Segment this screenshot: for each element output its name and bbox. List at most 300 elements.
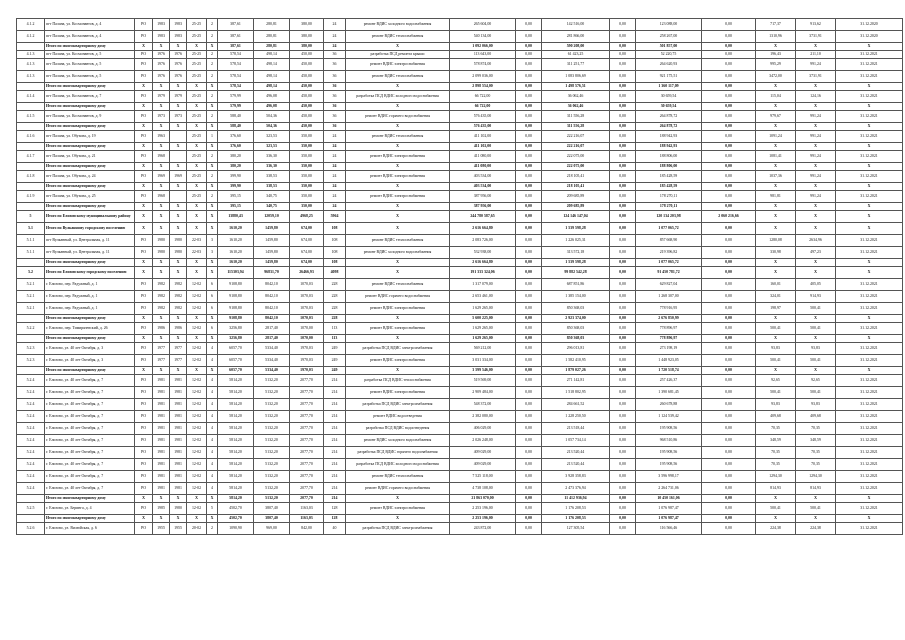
table-cell: 8042,10 [254,279,290,291]
table-cell: 2 653 461,00 [450,291,516,303]
table-cell: 108 [324,235,346,247]
table-cell: 5334,40 [254,367,290,375]
table-cell: 1610,20 [218,247,254,259]
table-cell: X [207,183,218,191]
table-cell: РО [135,131,153,143]
table-cell: 2 [207,111,218,123]
table-cell: 4.1.8 [17,171,45,183]
table-cell: 3731,91 [796,71,836,83]
table-cell: 196,43 [756,51,796,59]
table-cell: 24 [324,19,346,31]
table-cell: X [836,267,903,279]
table-cell: пгт Палана, ул. Космонавтов, д. 5 [45,51,135,59]
table-cell: 0,00 [516,71,542,83]
table-cell: 115303,94 [218,267,254,279]
table-cell: 0,00 [702,91,756,103]
table-cell: 387 956,00 [450,203,516,211]
table-cell: 1 228 250,50 [542,411,610,423]
table-cell: 387,61 [218,31,254,43]
table-cell: X [207,83,218,91]
table-cell: 1 518 802,95 [542,387,610,399]
table-cell: Итого по многоквартирному дому [45,143,135,151]
table-cell: 25-25 [187,59,207,71]
table-cell: РО [135,191,153,203]
table-cell: 403 534,00 [450,171,516,183]
table-cell: 2817,40 [254,323,290,335]
table-cell: РО [135,471,153,483]
table-cell: 25-25 [187,191,207,203]
table-cell: 350,00 [290,151,324,163]
table-cell: X [135,259,153,267]
table-cell: РО [135,411,153,423]
table-cell: 0,00 [702,303,756,315]
table-cell: 5964 [324,211,346,223]
table-cell: 0,00 [516,43,542,51]
table-cell: 409,68 [756,411,796,423]
table-cell: X [796,367,836,375]
table-cell: 6 [207,291,218,303]
table-cell: 12059,10 [254,211,290,223]
table-cell: 411 102,00 [450,131,516,143]
table-cell: ремонт ВДИС теплоснабжения [346,31,450,43]
table-cell: 31.12.2021 [836,343,903,355]
table-cell: 0,00 [516,267,542,279]
table-cell: 5.2.5 [17,503,45,515]
table-cell: 9108,80 [218,315,254,323]
table-cell: 0,00 [516,103,542,111]
table-cell: X [135,43,153,51]
table-cell: 5814,20 [218,423,254,435]
table-cell: РО [135,291,153,303]
table-cell: 24 [324,171,346,183]
table-cell: 0,00 [516,447,542,459]
table-cell: 1 498 576,51 [542,83,610,91]
total-row [17,211,903,223]
table-cell: 0,00 [702,343,756,355]
table-cell: 5814,20 [218,399,254,411]
table-cell [170,151,187,163]
table-cell: РО [135,51,153,59]
table-cell: ремонт ВДИС холодного водоснабжения [346,19,450,31]
table-cell: 12-02 [187,343,207,355]
table-cell: X [836,211,903,223]
table-cell: X [207,267,218,279]
table-cell: РО [135,423,153,435]
table-cell: 258 267,00 [636,31,702,43]
table-cell: 31.12.2021 [836,131,903,143]
table-cell: 4.1.3 [17,51,45,59]
table-cell: 0,00 [516,523,542,535]
table-cell: 4.1.4 [17,91,45,103]
table-cell: 185 428,59 [636,171,702,183]
table-cell: г. Елизово, ул. 40 лет Октября, д. 7 [45,399,135,411]
table-cell: г. Елизово, ул. 40 лет Октября, д. 7 [45,459,135,471]
table-cell: пгт Палана, ул. Обухова, д. 21 [45,151,135,163]
table-cell: 0,00 [610,211,636,223]
table-cell: 921 175,51 [636,71,702,83]
table-cell: 336,30 [254,163,290,171]
table-cell: 1981 [170,423,187,435]
table-cell: 0,00 [702,247,756,259]
table-cell: 0,00 [702,151,756,163]
total-row [17,43,903,51]
table-row [17,51,903,59]
table-cell: РО [135,459,153,471]
table-row [17,387,903,399]
table-cell: X [346,259,450,267]
table-cell: 1163,03 [290,503,324,515]
table-cell: 0,00 [516,303,542,315]
table-cell: 0,00 [702,435,756,447]
table-cell: 0,00 [516,459,542,471]
table-cell: 1459,80 [254,247,290,259]
table-cell: 36 062,46 [542,103,610,111]
table-cell: 991,24 [796,171,836,183]
table-cell: 264 878,72 [636,111,702,123]
table-cell: Итого по многоквартирному дому [45,123,135,131]
table-cell: 0,00 [516,111,542,123]
table-cell: 0,00 [610,503,636,515]
total-row [17,123,903,131]
table-cell: 1 448 923,05 [636,355,702,367]
table-cell: 1091,24 [756,131,796,143]
table-cell: 222 216,07 [542,131,610,143]
table-cell: 1 268 307,00 [636,291,702,303]
table-cell: Итого по Вулканному городскому поселению [45,223,135,235]
table-cell: 0,00 [516,259,542,267]
table-cell: РО [135,151,153,163]
table-cell: 257 426,37 [636,375,702,387]
table-cell: 1973 [153,111,170,123]
table-cell: 399,90 [218,171,254,183]
table-cell: 11 412 936,94 [542,495,610,503]
table-cell: 0,00 [610,203,636,211]
table-cell: 12-02 [187,399,207,411]
table-cell: 1976 [170,71,187,83]
table-cell: 5.2.4 [17,411,45,423]
table-cell: 213 518,44 [542,423,610,435]
table-row [17,435,903,447]
table-cell: 5.2.4 [17,375,45,387]
table-cell: X [135,367,153,375]
table-cell: разработка ПСД ВДИС электроснабжения [346,343,450,355]
table-cell: Итого по многоквартирному дому [45,315,135,323]
table-cell: 348,59 [756,435,796,447]
table-cell: 350,00 [290,203,324,211]
table-cell: 24 [324,203,346,211]
table-cell: 501 857,00 [636,43,702,51]
table-cell: 1963 [153,131,170,143]
table-cell: X [796,143,836,151]
table-cell: 36 [324,51,346,59]
table-cell: 4.1.9 [17,191,45,203]
table-cell: 578,54 [218,71,254,83]
table-cell: 981,81 [756,191,796,203]
table-cell: РО [135,387,153,399]
table-cell: 0,00 [516,211,542,223]
table-cell: X [153,211,170,223]
table-cell: 0,00 [516,335,542,343]
table-cell: ремонт ВДИС электроснабжения [346,323,450,335]
table-cell: 5.2.4 [17,423,45,435]
table-cell: 6057,70 [218,355,254,367]
table-cell: 674,00 [290,235,324,247]
table-cell: 1 092 066,00 [450,43,516,51]
table-cell: 24 [324,43,346,51]
table-cell: 2 [207,191,218,203]
table-cell: 7 525 118,00 [450,471,516,483]
table-cell: 1981 [170,387,187,399]
table-cell [17,203,45,211]
table-cell: 31.12.2021 [836,71,903,83]
table-cell: X [187,223,207,235]
table-cell: 313 572,18 [542,247,610,259]
table-cell: 0,00 [702,71,756,83]
table-cell: 1981 [153,387,170,399]
table-cell: 1 539 598,28 [542,259,610,267]
table-cell [170,191,187,203]
table-cell: X [170,83,187,91]
table-cell: 1 720 518,74 [636,367,702,375]
table-cell: 0,00 [702,423,756,435]
table-cell: 31.12.2021 [836,523,903,535]
table-cell: 2077,70 [290,459,324,471]
table-cell: 687 851,86 [542,279,610,291]
table-cell: X [756,203,796,211]
table-cell: 0,00 [702,203,756,211]
table-cell: X [836,367,903,375]
table-cell: Итого по многоквартирному дому [45,163,135,171]
table-cell: X [796,103,836,111]
table-cell: 450,00 [290,123,324,131]
table-cell: 1982 [170,303,187,315]
table-cell: 0,00 [702,259,756,267]
table-cell: X [135,203,153,211]
table-cell: X [153,223,170,235]
table-cell: 576 435,00 [450,111,516,123]
table-cell: пгт Палана, ул. Космонавтов, д. 4 [45,19,135,31]
table-cell: 0,00 [610,483,636,495]
table-cell: 0,00 [702,523,756,535]
table-cell: 12-02 [187,447,207,459]
table-cell: 4 [207,399,218,411]
table-cell: X [756,223,796,235]
table-cell: 128 [324,515,346,523]
table-cell [17,123,45,131]
table-cell: 222 075,00 [542,151,610,163]
table-cell: 12-02 [187,483,207,495]
table-cell: X [346,43,450,51]
table-cell: X [836,43,903,51]
table-cell: 0,00 [702,111,756,123]
table-cell: X [836,203,903,211]
total-row [17,259,903,267]
table-cell: 224,38 [796,523,836,535]
table-cell: 376,60 [218,131,254,143]
table-cell: 70,35 [756,423,796,435]
table-cell: 1980 [153,247,170,259]
table-cell: 0,00 [610,223,636,235]
table-cell: 1980 [153,235,170,247]
table-cell: РО [135,91,153,103]
table-cell: 380,20 [218,163,254,171]
table-cell: 3731,91 [796,31,836,43]
table-cell: 500,41 [756,387,796,399]
table-cell: 1 629 265,00 [450,303,516,315]
table-cell: 0,00 [610,279,636,291]
table-cell: 4 [207,483,218,495]
table-cell: 249 [324,343,346,355]
table-cell: 0,00 [702,495,756,503]
table-cell: 450,00 [290,71,324,83]
table-cell: 1081,41 [756,151,796,163]
table-cell: 25-25 [187,151,207,163]
table-cell: 36 [324,123,346,131]
table-row [17,323,903,335]
table-cell: г. Елизово, ул. 40 лет Октября, д. 3 [45,343,135,355]
table-cell: 31.12.2021 [836,387,903,399]
table-cell: ремонт ВДИС теплоснабжения [346,131,450,143]
table-cell: 0,00 [610,191,636,203]
table-cell: 31.12.2021 [836,191,903,203]
table-cell: 31.12.2021 [836,51,903,59]
table-cell: 2 264 731,06 [636,483,702,495]
table-cell: 5814,20 [218,435,254,447]
table-cell: 115,04 [756,91,796,103]
table-cell: X [756,123,796,131]
table-cell: X [756,315,796,323]
table-cell: 0,00 [610,515,636,523]
table-cell: 31.12.2021 [836,59,903,71]
table-cell: 244 780 587,65 [450,211,516,223]
table-cell: 8042,10 [254,315,290,323]
table-cell: X [756,43,796,51]
table-cell: 1280,08 [756,235,796,247]
table-cell: 405,05 [796,279,836,291]
table-cell: 228 [324,303,346,315]
table-cell: 1981 [153,447,170,459]
table-cell: 36 [324,83,346,91]
total-row [17,163,903,171]
table-cell: 9108,80 [218,291,254,303]
table-cell: X [207,43,218,51]
table-cell: 4.1.3 [17,59,45,71]
table-cell: 350,00 [290,163,324,171]
table-cell: X [796,123,836,131]
table-cell: 0,00 [610,343,636,355]
table-cell: X [796,495,836,503]
table-cell: 2 [207,31,218,43]
table-cell: 1968 [153,191,170,203]
table-cell: 0,00 [702,323,756,335]
table-cell: 0,00 [610,399,636,411]
table-cell: 93,83 [756,399,796,411]
table-cell: 0,00 [516,31,542,43]
table-cell: ремонт ВДИС холодного водоснабжения [346,435,450,447]
table-cell: X [187,267,207,279]
table-cell: 350,00 [290,183,324,191]
table-cell: 548 372,00 [450,399,516,411]
table-cell: X [135,335,153,343]
table-cell: 5814,20 [218,495,254,503]
table-cell: 0,00 [702,355,756,367]
table-cell: 1090,90 [218,523,254,535]
table-cell: 380,00 [290,19,324,31]
table-cell: 1977 [153,343,170,355]
table-cell: X [135,223,153,235]
table-cell: 504,36 [254,123,290,131]
table-cell: разработка ПСД ВДИС электроснабжения [346,399,450,411]
table-cell: РО [135,399,153,411]
table-cell: 0,00 [702,103,756,111]
table-cell: 498,14 [254,51,290,59]
table-cell: X [346,223,450,235]
table-cell: X [170,315,187,323]
table-cell: 214 [324,459,346,471]
table-cell: 1986 [153,323,170,335]
table-cell: 0,00 [516,483,542,495]
table-cell: 1981 [153,411,170,423]
table-cell: 0,00 [610,435,636,447]
table-cell: 0,00 [610,259,636,267]
table-cell: 31.12.2021 [836,303,903,315]
table-cell: 778 916,95 [636,303,702,315]
table-cell: 0,00 [610,315,636,323]
table-cell: 5.2.1 [17,303,45,315]
table-cell: X [836,223,903,235]
table-cell: 31.12.2021 [836,111,903,123]
table-cell: 2077,70 [290,471,324,483]
table-cell: 323,53 [254,143,290,151]
table-cell: 25-25 [187,91,207,103]
table-cell: 6 [207,323,218,335]
table-cell: 0,00 [702,83,756,91]
table-cell: г. Елизово, пер. Радужный, д. 1 [45,291,135,303]
table-cell: 0,00 [610,131,636,143]
table-cell: 92,65 [796,375,836,387]
table-cell: 0,00 [610,91,636,103]
table-cell: 0,00 [702,387,756,399]
table-cell: 219 396,82 [636,247,702,259]
table-cell: 0,00 [516,399,542,411]
table-cell: 4 [207,355,218,367]
table-cell: X [836,315,903,323]
table-cell: г. Елизово, ул. 40 лет Октября, д. 7 [45,471,135,483]
table-cell: 588,40 [218,111,254,123]
table-cell: 8042,10 [254,291,290,303]
table-cell: 1 385 154,00 [542,291,610,303]
table-cell: 4 [207,387,218,399]
table-cell: X [756,259,796,267]
table-cell: 4 738 108,00 [450,483,516,495]
table-cell: X [153,83,170,91]
table-cell: 450,00 [290,83,324,91]
table-cell: 2 060 216,66 [702,211,756,223]
table-cell: 26466,93 [290,267,324,279]
table-cell: 1 083 806,69 [542,71,610,83]
table-cell: пгт Палана, ул. Космонавтов, д. 7 [45,91,135,103]
table-cell: X [796,183,836,191]
table-cell: X [836,163,903,171]
table-cell: 1981 [170,411,187,423]
table-cell: 3256,80 [218,323,254,335]
table-cell: ремонт ВДИС электроснабжения [346,171,450,183]
table-cell: 52 220,75 [636,51,702,59]
table-cell: РО [135,375,153,387]
table-cell: 1981 [153,375,170,387]
table-cell: 1 077 065,72 [636,259,702,267]
table-cell: 411 080,00 [450,151,516,163]
